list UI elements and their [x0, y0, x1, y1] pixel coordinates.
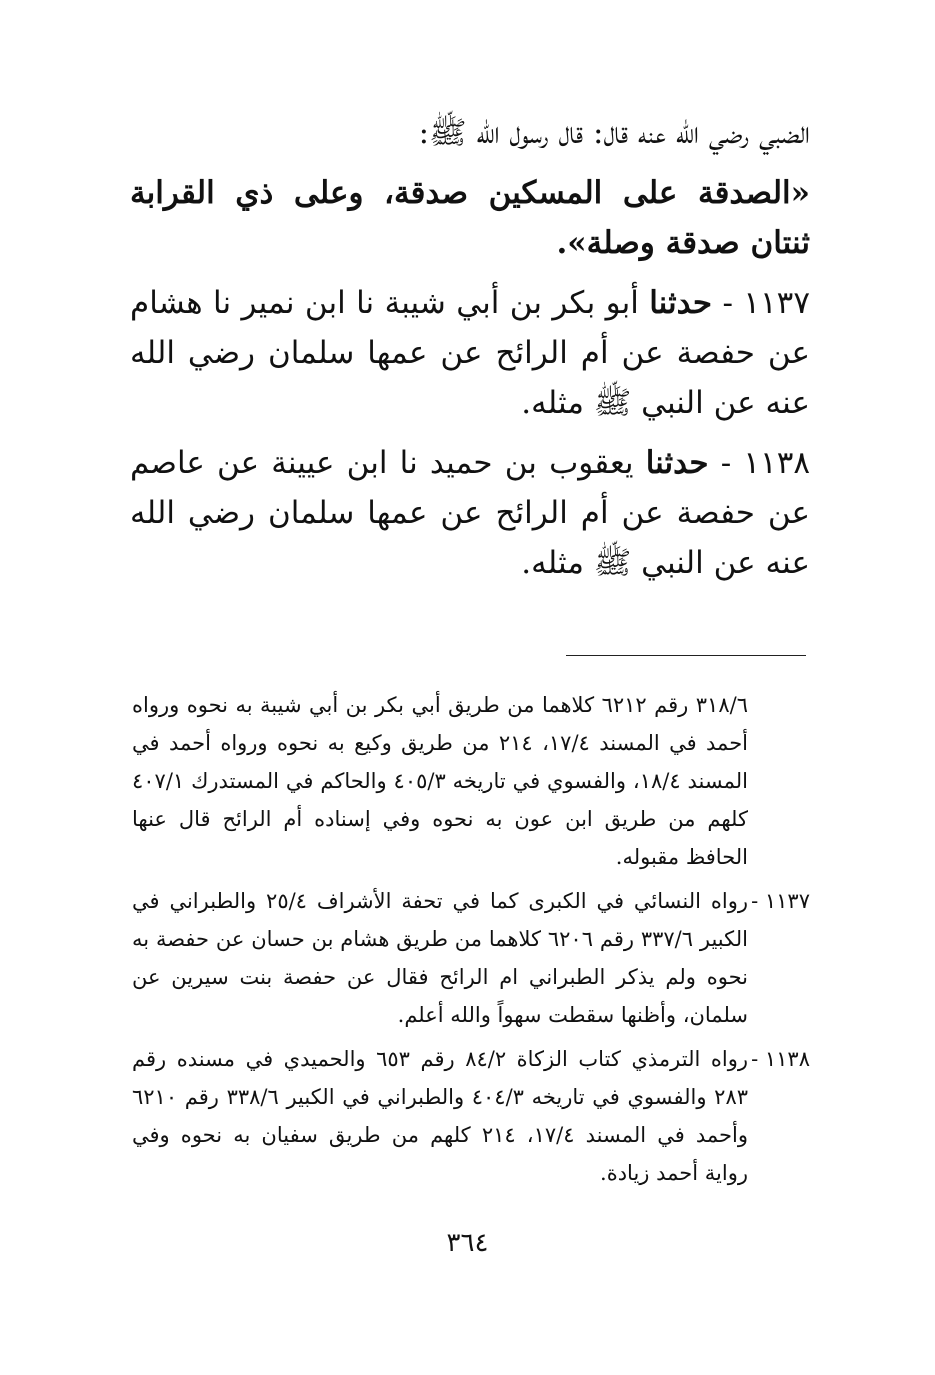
intro-line — [130, 108, 810, 158]
hadith-entry-number: ١١٣٨ - — [720, 445, 810, 481]
footnote-number: ١١٣٧ - — [751, 889, 810, 913]
hadith-entry — [130, 438, 810, 588]
footnote-text: رواه النسائي في الكبرى كما في تحفة الأشراف ٢٥/٤ والطبراني في الكبير ٣٣٧/٦ رقم ٦٢٠٦ كلاهما من طريق هشام بن حسان عن حفصة به نحوه ولم يذكر الطبراني ام الرائح فقال عن حفصة بنت سيرين عن سلمان، وأظنها سقطت سهواً والله أعلم. — [132, 889, 748, 1027]
footnote-continuation — [132, 686, 810, 876]
footnote-text: رواه الترمذي كتاب الزكاة ٨٤/٢ رقم ٦٥٣ والحميدي في مسنده رقم ٢٨٣ والفسوي في تاريخه ٤٠٤/٣ والطبراني في الكبير ٣٣٨/٦ رقم ٦٢١٠ وأحمد في المسند ١٧/٤، ٢١٤ كلهم من طريق سفيان به نحوه وفي رواية أحمد زيادة. — [132, 1047, 748, 1185]
intro-line-text: الضبي رضي الله عنه قال: قال رسول الله ﷺ: — [418, 115, 810, 151]
hadith-entry — [130, 278, 810, 428]
hadith-quote — [130, 168, 810, 268]
page-number: ٣٦٤ — [446, 1228, 489, 1258]
hadith-entry-text: أبو بكر بن أبي شيبة نا ابن نمير نا هشام عن حفصة عن أم الرائح عن عمها سلمان رضي الله عنه عن النبي ﷺ مثله. — [130, 285, 810, 421]
footnote-continuation-text: ٣١٨/٦ رقم ٦٢١٢ كلاهما من طريق أبي بكر بن أبي شيبة به نحوه ورواه أحمد في المسند ١٧/٤، ٢١٤ من طريق وكيع به نحوه ورواه أحمد في المسند ١٨/٤، والفسوي في تاريخه ٤٠٥/٣ والحاكم في المستدرك ٤٠٧/١ كلهم من طريق ابن عون به نحوه وفي إسناده أم الرائح قال عنها الحافظ مقبوله. — [132, 693, 749, 869]
footnote-item — [132, 1040, 810, 1192]
hadith-quote-text: «الصدقة على المسكين صدقة، وعلى ذي القرابة ثنتان صدقة وصلة». — [130, 175, 810, 261]
main-text-block — [130, 108, 810, 598]
hadith-entry-haddathana: حدثنا — [649, 285, 713, 321]
footnote-item — [132, 882, 810, 1034]
footnotes-block — [132, 686, 810, 1198]
hadith-entry-number: ١١٣٧ - — [722, 285, 810, 321]
hadith-entry-text: يعقوب بن حميد نا ابن عيينة عن عاصم عن حفصة عن أم الرائح عن عمها سلمان رضي الله عنه عن النبي ﷺ مثله. — [130, 445, 810, 581]
footnote-number: ١١٣٨ - — [751, 1047, 810, 1071]
footnote-divider — [566, 655, 806, 656]
hadith-entry-haddathana: حدثنا — [645, 445, 709, 481]
